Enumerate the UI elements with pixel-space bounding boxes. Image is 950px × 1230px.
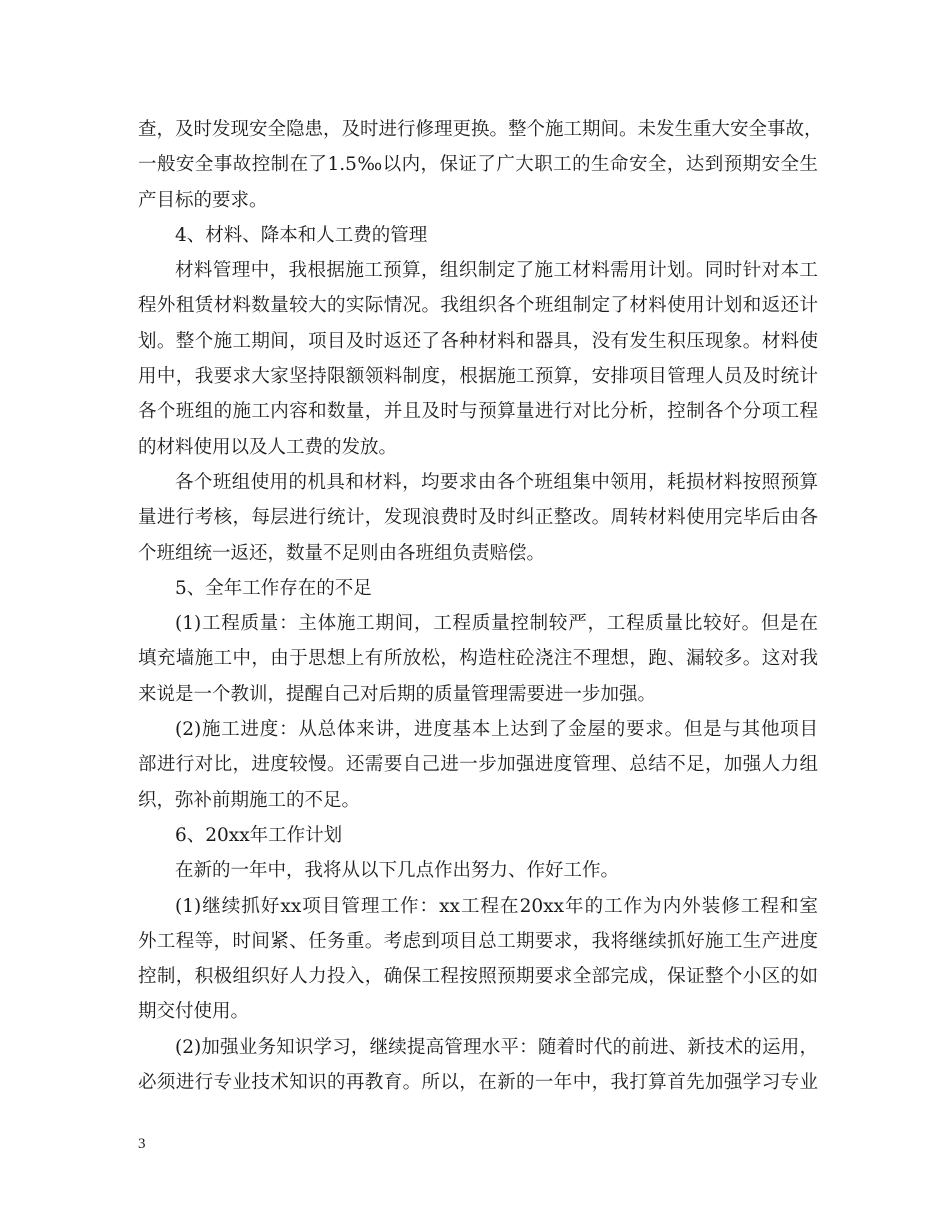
text-line: 的材料使用以及人工费的发放。 <box>138 436 398 458</box>
page-number: 3 <box>138 1136 146 1152</box>
text-line: 部进行对比，进度较慢。还需要自己进一步加强进度管理、总结不足，加强人力组 <box>138 754 818 776</box>
text-line: 织，弥补前期施工的不足。 <box>138 789 361 811</box>
text-line: 来说是一个教训，提醒自己对后期的质量管理需要进一步加强。 <box>138 683 657 705</box>
text-line: 查，及时发现安全隐患，及时进行修理更换。整个施工期间。未发生重大安全事故， <box>138 119 823 140</box>
text-line: 在新的一年中，我将从以下几点作出努力、作好工作。 <box>175 860 620 882</box>
text-line: 划。整个施工期间，项目及时返还了各种材料和器具，没有发生积压现象。材料使 <box>138 330 818 352</box>
text-line: 量进行考核，每层进行统计，发现浪费时及时纠正整改。周转材料使用完毕后由各 <box>138 507 818 529</box>
text-line: 填充墙施工中，由于思想上有所放松，构造柱砼浇注不理想，跑、漏较多。这对我 <box>138 648 818 670</box>
text-line: 个班组统一返还，数量不足则由各班组负责赔偿。 <box>138 542 546 564</box>
text-line: (2)施工进度：从总体来讲，进度基本上达到了金屋的要求。但是与其他项目 <box>175 719 818 741</box>
text-line: (2)加强业务知识学习，继续提高管理水平：随着时代的前进、新技术的运用， <box>175 1036 818 1058</box>
text-line: 各个班组的施工内容和数量，并且及时与预算量进行对比分析，控制各个分项工程 <box>138 401 818 423</box>
text-line: 控制，积极组织好人力投入，确保工程按照预期要求全部完成，保证整个小区的如 <box>138 966 818 988</box>
section-heading: 6、20xx年工作计划 <box>175 824 343 846</box>
text-line: 用中，我要求大家坚持限额领料制度，根据施工预算，安排项目管理人员及时统计 <box>138 366 818 388</box>
text-line: (1)工程质量：主体施工期间，工程质量控制较严，工程质量比较好。但是在 <box>175 613 818 635</box>
section-heading: 4、材料、降本和人工费的管理 <box>175 224 428 246</box>
text-line: 一般安全事故控制在了1.5‰以内，保证了广大职工的生命安全，达到预期安全生 <box>138 154 818 176</box>
text-line: 产目标的要求。 <box>138 189 268 211</box>
document-body <box>138 112 823 1100</box>
text-line: 期交付使用。 <box>138 1001 250 1023</box>
text-line: 程外租赁材料数量较大的实际情况。我组织各个班组制定了材料使用计划和返还计 <box>138 295 818 317</box>
text-line: (1)继续抓好xx项目管理工作：xx工程在20xx年的工作为内外装修工程和室 <box>175 895 818 917</box>
text-line: 各个班组使用的机具和材料，均要求由各个班组集中领用，耗损材料按照预算 <box>175 471 818 493</box>
text-line: 外工程等，时间紧、任务重。考虑到项目总工期要求，我将继续抓好施工生产进度 <box>138 930 818 952</box>
text-line: 材料管理中，我根据施工预算，组织制定了施工材料需用计划。同时针对本工 <box>175 260 818 282</box>
section-heading: 5、全年工作存在的不足 <box>175 577 372 599</box>
text-line: 必须进行专业技术知识的再教育。所以，在新的一年中，我打算首先加强学习专业 <box>138 1072 818 1094</box>
